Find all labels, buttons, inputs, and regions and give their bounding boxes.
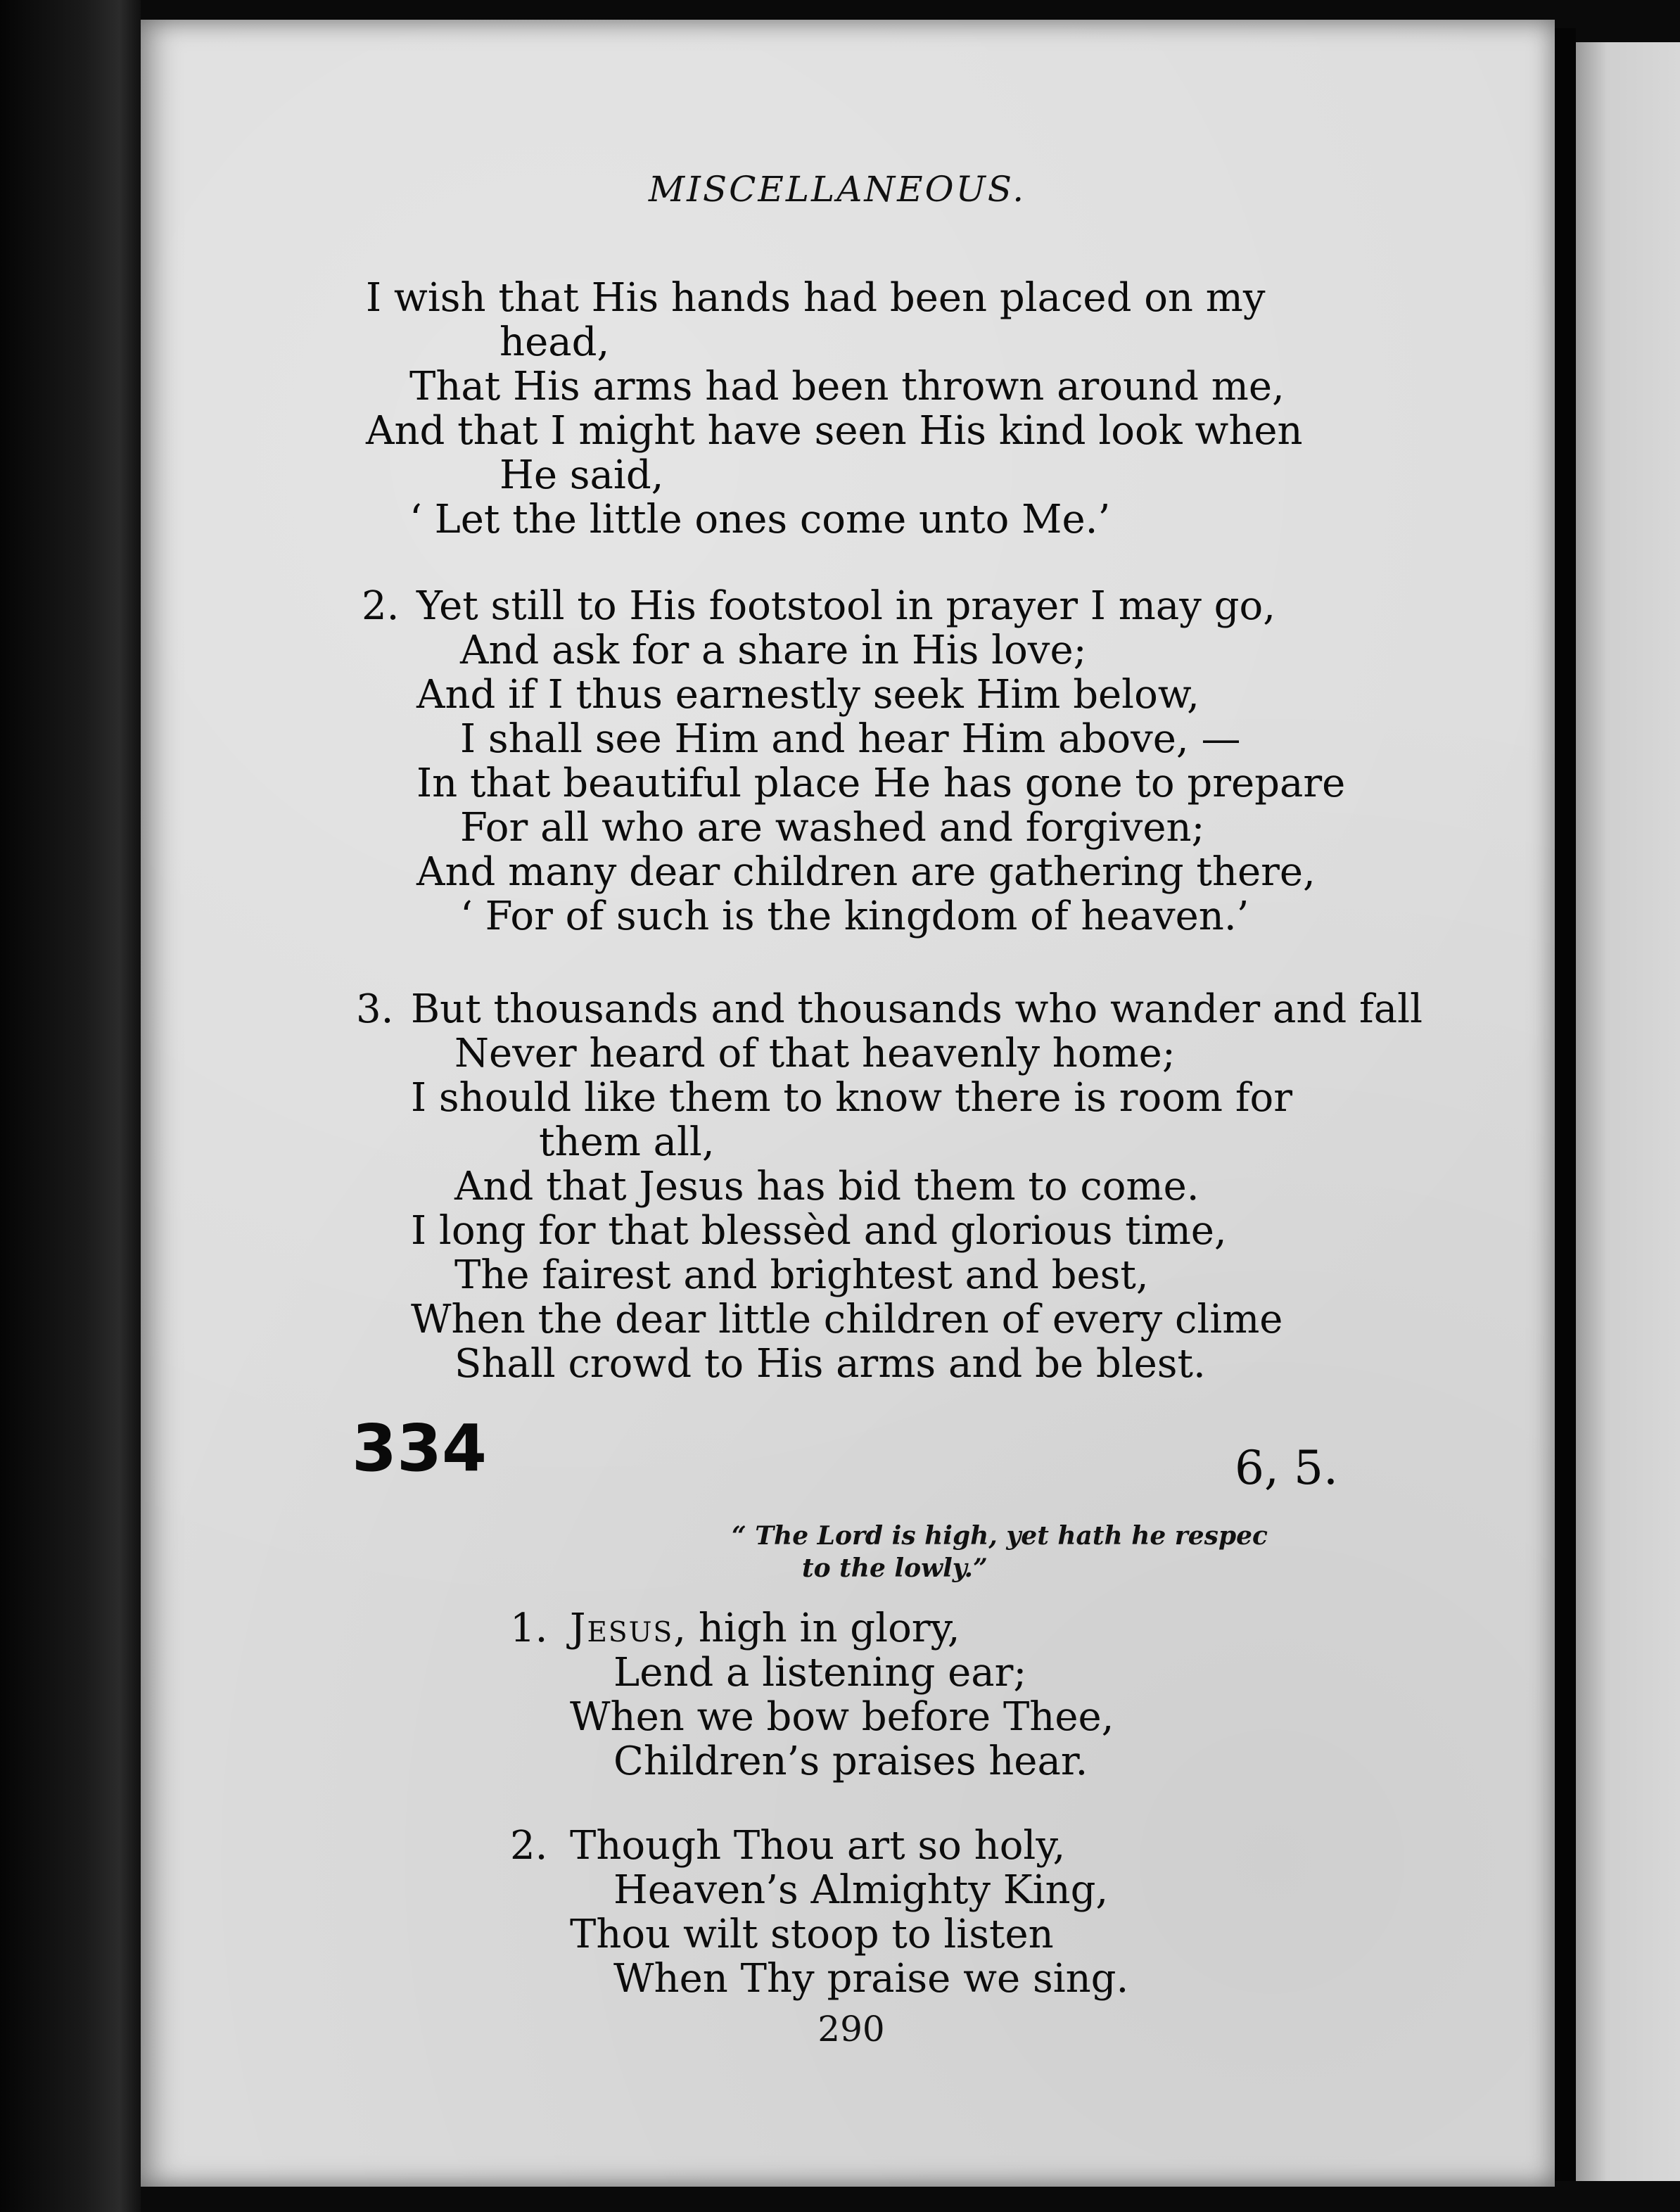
stanza-number: 3. (356, 986, 394, 1032)
epigraph-line: to the lowly.” (802, 1553, 988, 1583)
verse-line: Shall crowd to His arms and be blest. (454, 1341, 1206, 1387)
verse-line: And many dear children are gathering there, (416, 849, 1316, 895)
hymn-number: 334 (352, 1411, 488, 1486)
stanza-number: 1. (510, 1606, 548, 1651)
verse-line: I long for that blessèd and glorious time, (411, 1208, 1227, 1254)
verse-line: For all who are washed and forgiven; (460, 805, 1205, 851)
facing-page-edge (1576, 42, 1680, 2181)
verse-line: Lend a listening ear; (613, 1650, 1027, 1696)
verse-line: And that Jesus has bid them to come. (454, 1164, 1199, 1209)
verse-line: When we bow before Thee, (570, 1694, 1114, 1740)
hymn-epigraph (732, 1520, 1365, 1584)
verse-line: But thousands and thousands who wander and fall (411, 986, 1423, 1032)
book-gutter (1555, 28, 1576, 2181)
verse-line: Though Thou art so holy, (570, 1823, 1066, 1869)
verse-line (570, 1606, 1414, 1651)
verse-line: And ask for a share in His love; (460, 628, 1087, 673)
verse-line: Never heard of that heavenly home; (454, 1031, 1176, 1076)
stanza-2 (362, 583, 1514, 939)
verse-line: And if I thus earnestly seek Him below, (416, 672, 1199, 718)
hymn-334-stanza-1 (510, 1606, 1414, 1784)
verse-line: In that beautiful place He has gone to prepare (416, 761, 1346, 806)
initial-word: Jesus (570, 1606, 674, 1651)
verse-line: them all, (539, 1119, 715, 1165)
verse-line: ‘ For of such is the kingdom of heaven.’ (460, 894, 1249, 939)
verse-line: Heaven’s Almighty King, (613, 1867, 1109, 1913)
verse-line: And that I might have seen His kind look when (366, 408, 1303, 454)
verse-line: When Thy praise we sing. (613, 1956, 1129, 2002)
verse-line: I should like them to know there is room for (411, 1075, 1293, 1121)
verse-line: When the dear little children of every clime (411, 1297, 1283, 1342)
running-head: MISCELLANEOUS. (648, 169, 1026, 210)
stanza-continued (366, 276, 1463, 542)
page-number: 290 (817, 2009, 885, 2049)
verse-line-rest: , high in glory, (673, 1606, 960, 1651)
verse-line: The fairest and brightest and best, (454, 1252, 1149, 1298)
verse-line: head, (499, 319, 610, 365)
verse-line: He said, (499, 452, 664, 498)
hymn-334-stanza-2 (510, 1823, 1414, 2002)
verse-line: Thou wilt stoop to listen (570, 1912, 1054, 1957)
hymn-meter: 6, 5. (1235, 1441, 1338, 1495)
stanza-3 (356, 986, 1508, 1387)
stanza-number: 2. (510, 1823, 548, 1869)
epigraph-line: “ The Lord is high, yet hath he respec (732, 1521, 1268, 1551)
verse-line: That His arms had been thrown around me, (409, 364, 1285, 409)
verse-line: ‘ Let the little ones come unto Me.’ (409, 497, 1111, 542)
stanza-number: 2. (362, 583, 400, 629)
verse-line: I shall see Him and hear Him above, — (460, 716, 1241, 762)
verse-line: I wish that His hands had been placed on my (366, 275, 1266, 321)
verse-line: Yet still to His footstool in prayer I may go, (416, 583, 1276, 629)
verse-line: Children’s praises hear. (613, 1739, 1088, 1784)
book-edge-left (0, 0, 141, 2212)
